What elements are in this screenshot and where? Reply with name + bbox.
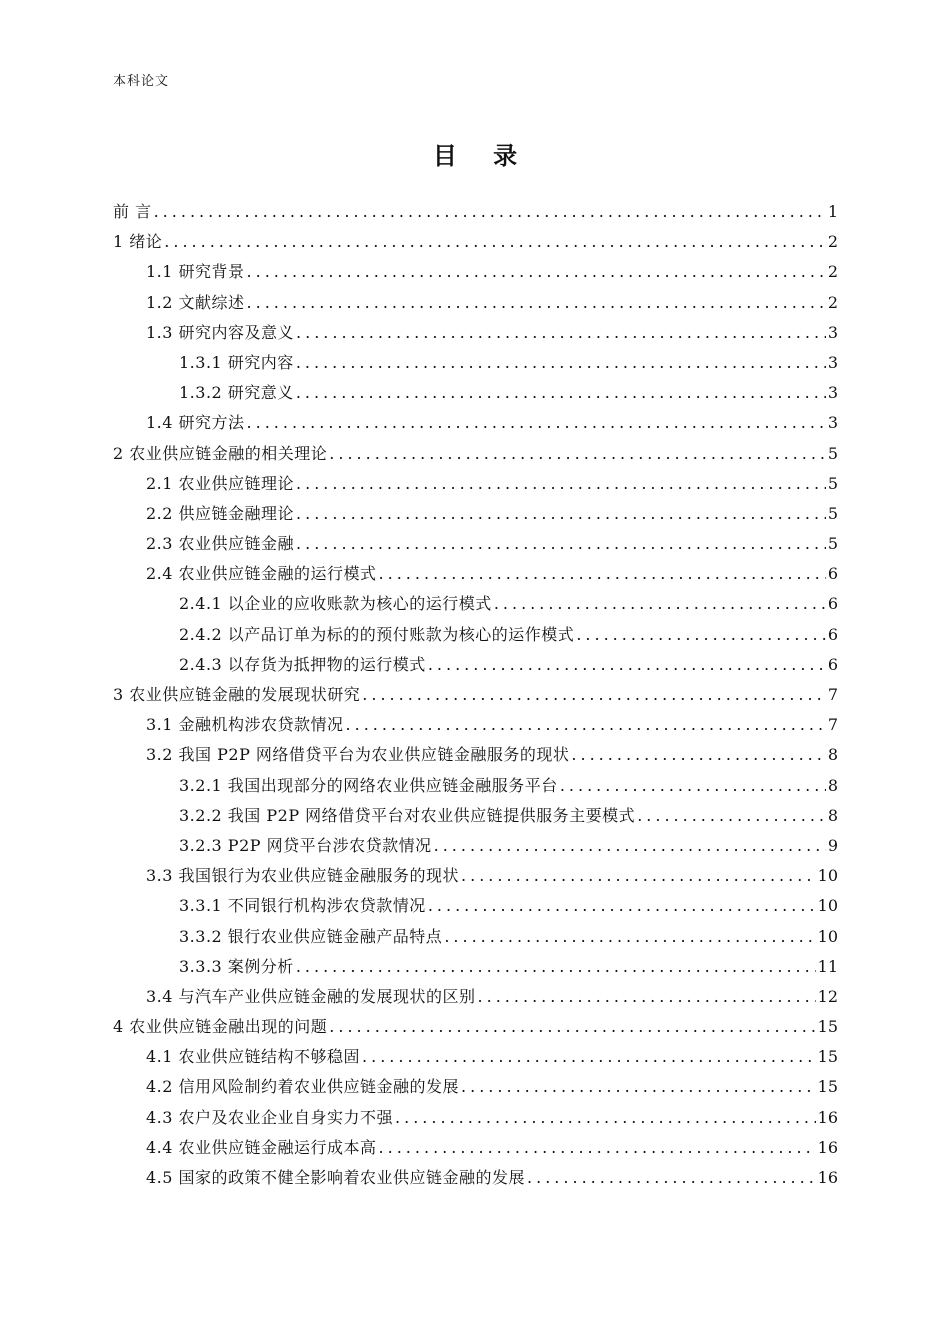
- toc-dot-leader: [428, 655, 826, 674]
- toc-entry-label: 1.2 文献综述: [146, 292, 245, 312]
- toc-entry-label: 前 言: [113, 202, 152, 221]
- toc-dot-leader: [296, 323, 826, 342]
- toc-entry-page: 1: [827, 202, 838, 221]
- toc-entry-page: 7: [827, 685, 838, 704]
- toc-entry-page: 5: [827, 503, 838, 523]
- toc-dot-leader: [362, 1047, 816, 1066]
- toc-entry-label: 3.4 与汽车产业供应链金融的发展现状的区别: [146, 986, 476, 1006]
- toc-dot-leader: [379, 564, 826, 583]
- toc-entry-page: 10: [817, 866, 838, 886]
- toc-entry-label: 1.3.1 研究内容: [179, 352, 294, 372]
- toc-entry-label: 4.4 农业供应链金融运行成本高: [146, 1137, 377, 1157]
- toc-entry-page: 2: [827, 232, 838, 252]
- toc-entry-page: 5: [827, 534, 838, 554]
- toc-entry[interactable]: [113, 1044, 838, 1074]
- toc-entry-label: 3.1 金融机构涉农贷款情况: [146, 715, 344, 735]
- toc-entry[interactable]: [113, 773, 838, 803]
- toc-entry-label: 2.2 供应链金融理论: [146, 503, 295, 523]
- toc-entry-label: 2.1 农业供应链理论: [146, 473, 295, 493]
- toc-dot-leader: [494, 594, 826, 613]
- toc-entry[interactable]: [113, 803, 838, 833]
- toc-entry-label: 3.3 我国银行为农业供应链金融服务的现状: [146, 866, 460, 886]
- toc-entry[interactable]: [113, 622, 838, 652]
- toc-entry[interactable]: [113, 1014, 838, 1044]
- toc-dot-leader: [296, 534, 826, 553]
- toc-dot-leader: [395, 1108, 816, 1127]
- toc-entry[interactable]: [113, 712, 838, 742]
- toc-entry[interactable]: [113, 199, 838, 229]
- toc-entry[interactable]: [113, 471, 838, 501]
- toc-entry-label: 1 绪论: [113, 232, 163, 252]
- toc-dot-leader: [461, 866, 816, 885]
- toc-entry[interactable]: [113, 229, 838, 259]
- toc-dot-leader: [379, 1138, 816, 1157]
- toc-entry[interactable]: [113, 682, 838, 712]
- toc-dot-leader: [329, 444, 826, 463]
- toc-entry[interactable]: [113, 863, 838, 893]
- toc-entry-label: 3.3.1 不同银行机构涉农贷款情况: [179, 896, 426, 916]
- toc-entry-page: 5: [827, 443, 838, 463]
- toc-dot-leader: [296, 474, 826, 493]
- toc-entry[interactable]: [113, 984, 838, 1014]
- toc-entry-page: 8: [827, 805, 838, 825]
- toc-entry-page: 6: [827, 564, 838, 584]
- toc-entry[interactable]: [113, 924, 838, 954]
- toc-entry-page: 15: [817, 1047, 838, 1067]
- toc-entry-label: 4.5 国家的政策不健全影响着农业供应链金融的发展: [146, 1168, 526, 1187]
- toc-entry-label: 4.1 农业供应链结构不够稳固: [146, 1047, 361, 1067]
- toc-entry[interactable]: [113, 441, 838, 471]
- toc-dot-leader: [444, 927, 815, 946]
- toc-entry-page: 6: [827, 654, 838, 674]
- toc-entry-label: 4.3 农户及农业企业自身实力不强: [146, 1107, 394, 1127]
- toc-entry-page: 16: [817, 1137, 838, 1157]
- toc-entry-page: 3: [827, 383, 838, 403]
- toc-entry-page: 10: [817, 896, 838, 916]
- toc-entry[interactable]: [113, 1074, 838, 1104]
- toc-dot-leader: [434, 836, 826, 855]
- toc-entry-page: 12: [817, 986, 838, 1006]
- toc-dot-leader: [571, 745, 825, 764]
- toc-dot-leader: [296, 383, 826, 402]
- toc-dot-leader: [576, 625, 826, 644]
- toc-dot-leader: [527, 1168, 816, 1187]
- toc-entry-label: 1.4 研究方法: [146, 413, 245, 433]
- toc-entry-label: 2.4.1 以企业的应收账款为核心的运行模式: [179, 594, 492, 614]
- toc-entry[interactable]: [113, 591, 838, 621]
- toc-entry-label: 1.1 研究背景: [146, 262, 245, 282]
- toc-entry-label: 3.3.3 案例分析: [179, 956, 294, 976]
- toc-entry[interactable]: [113, 833, 838, 863]
- toc-title: 目 录: [432, 141, 532, 170]
- toc-dot-leader: [296, 504, 826, 523]
- toc-dot-leader: [329, 1017, 815, 1036]
- toc-dot-leader: [247, 293, 826, 312]
- toc-entry[interactable]: [113, 320, 838, 350]
- toc-entry-page: 16: [817, 1107, 838, 1127]
- toc-dot-leader: [478, 987, 816, 1006]
- toc-entry-label: 4.2 信用风险制约着农业供应链金融的发展: [146, 1077, 460, 1097]
- toc-entry[interactable]: [113, 954, 838, 984]
- toc-dot-leader: [164, 232, 826, 251]
- toc-entry-page: 11: [817, 956, 838, 976]
- toc-entry-label: 3 农业供应链金融的发展现状研究: [113, 685, 361, 704]
- toc-entry[interactable]: [113, 893, 838, 923]
- toc-dot-leader: [428, 896, 816, 915]
- toc-dot-leader: [637, 806, 826, 825]
- toc-dot-leader: [461, 1077, 816, 1096]
- toc-entry-page: 9: [827, 835, 838, 855]
- toc-entry-page: 15: [817, 1017, 838, 1037]
- toc-dot-leader: [296, 353, 826, 372]
- toc-entry-label: 1.3.2 研究意义: [179, 383, 294, 403]
- toc-entry-label: 3.2.3 P2P 网贷平台涉农贷款情况: [179, 835, 432, 855]
- toc-entry-label: 4 农业供应链金融出现的问题: [113, 1017, 328, 1037]
- toc-entry[interactable]: [113, 290, 838, 320]
- toc-dot-leader: [362, 685, 826, 704]
- toc-entry-page: 8: [827, 745, 838, 765]
- toc-entry-label: 2.4 农业供应链金融的运行模式: [146, 564, 377, 584]
- toc-entry[interactable]: [113, 742, 838, 772]
- toc-entry-page: 6: [827, 624, 838, 644]
- toc-entry-page: 16: [817, 1168, 838, 1187]
- toc-entry-page: 3: [827, 413, 838, 433]
- toc-entry[interactable]: [113, 259, 838, 289]
- toc-entry[interactable]: [113, 501, 838, 531]
- toc-entry-page: 15: [817, 1077, 838, 1097]
- toc-entry[interactable]: [113, 350, 838, 380]
- table-of-contents: [113, 199, 838, 1195]
- toc-entry-page: 7: [827, 715, 838, 735]
- toc-entry[interactable]: [113, 531, 838, 561]
- toc-entry-label: 3.2 我国 P2P 网络借贷平台为农业供应链金融服务的现状: [146, 745, 570, 765]
- toc-entry-label: 1.3 研究内容及意义: [146, 322, 295, 342]
- toc-entry-label: 3.2.1 我国出现部分的网络农业供应链金融服务平台: [179, 775, 558, 795]
- toc-entry[interactable]: [113, 1165, 838, 1195]
- toc-dot-leader: [154, 202, 826, 221]
- toc-entry-label: 2 农业供应链金融的相关理论: [113, 443, 328, 463]
- toc-entry-label: 2.3 农业供应链金融: [146, 534, 295, 554]
- toc-entry-page: 2: [827, 262, 838, 282]
- toc-entry[interactable]: [113, 1135, 838, 1165]
- running-header: 本科论文: [113, 74, 170, 89]
- toc-entry[interactable]: [113, 1105, 838, 1135]
- toc-entry-label: 2.4.3 以存货为抵押物的运行模式: [179, 654, 426, 674]
- toc-entry-page: 3: [827, 352, 838, 372]
- toc-dot-leader: [560, 776, 826, 795]
- toc-entry-label: 2.4.2 以产品订单为标的的预付账款为核心的运作模式: [179, 624, 575, 644]
- toc-entry-page: 5: [827, 473, 838, 493]
- toc-entry-page: 8: [827, 775, 838, 795]
- toc-dot-leader: [346, 715, 826, 734]
- toc-entry[interactable]: [113, 380, 838, 410]
- toc-entry[interactable]: [113, 652, 838, 682]
- toc-entry-label: 3.3.2 银行农业供应链金融产品特点: [179, 926, 443, 946]
- toc-dot-leader: [247, 413, 826, 432]
- toc-entry-page: 2: [827, 292, 838, 312]
- toc-entry-label: 3.2.2 我国 P2P 网络借贷平台对农业供应链提供服务主要模式: [179, 805, 636, 825]
- toc-entry[interactable]: [113, 410, 838, 440]
- toc-dot-leader: [296, 957, 816, 976]
- toc-entry-page: 10: [817, 926, 838, 946]
- toc-dot-leader: [247, 262, 826, 281]
- toc-entry-page: 6: [827, 594, 838, 614]
- toc-entry-page: 3: [827, 322, 838, 342]
- toc-entry[interactable]: [113, 561, 838, 591]
